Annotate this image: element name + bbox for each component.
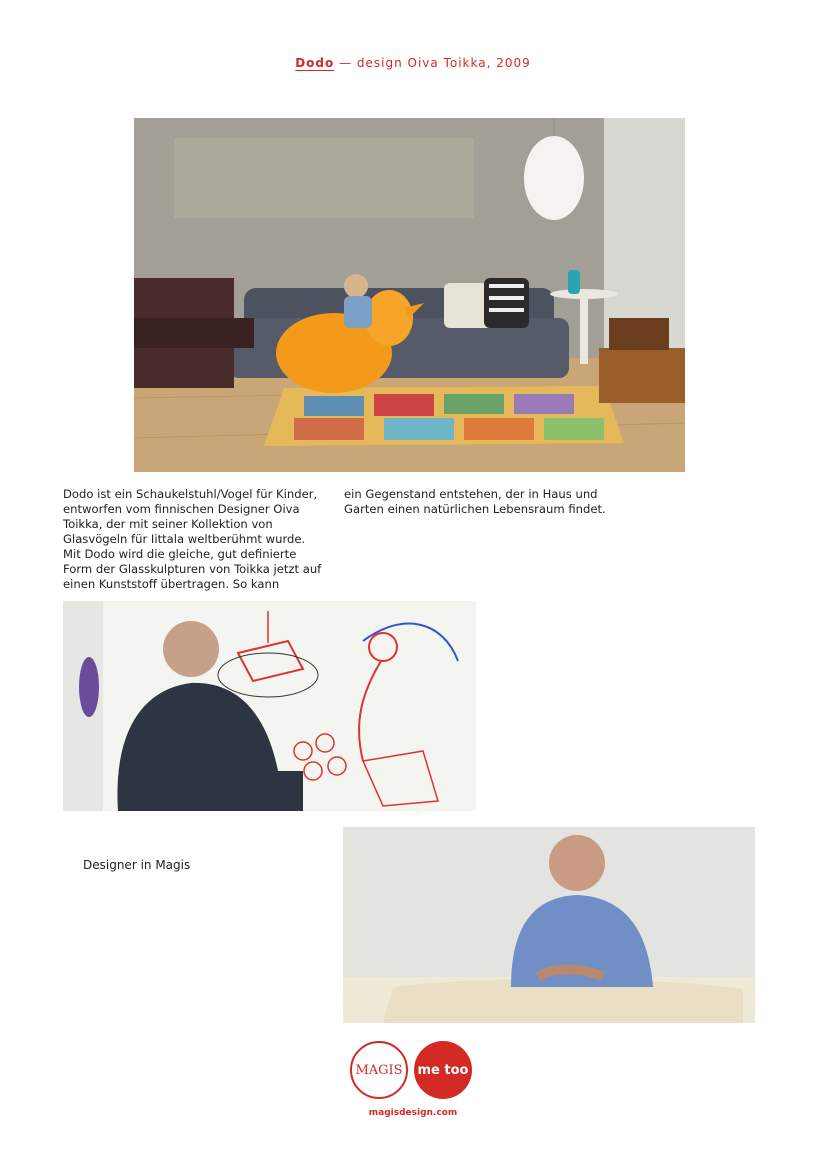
magis-logo [350,1041,408,1099]
body-text-column-2: ein Gegenstand entstehen, der in Haus und Garten einen natürlichen Lebensraum findet. [344,487,606,516]
page-header [0,56,826,70]
website-link[interactable]: magisdesign.com [368,1108,458,1118]
metoo-logo [414,1041,472,1099]
living-room-photo [134,118,685,472]
title-link[interactable]: Dodo [295,56,335,70]
caption: Designer in Magis [83,858,191,872]
brand-logos [349,1041,475,1103]
designer-drawing-photo [63,601,476,811]
metoo-logo-text: me too [417,1062,469,1078]
magis-logo-text: MAGIS [355,1062,403,1078]
body-text-column-1: Dodo ist ein Schaukelstuhl/Vogel für Kinder, entworfen vom finnischen Designer Oiva Toikka, der mit seiner Kollektion von Glasvögeln für Iittala weltberühmt wurde. Mit Dodo wird die gleiche, gut definierte Form der Glasskulpturen von Toikka jetzt auf einen Kunststoff übertragen. So kann [63,487,322,591]
designer-portrait-photo [343,827,755,1023]
header-subtitle: — design Oiva Toikka, 2009 [339,56,531,70]
